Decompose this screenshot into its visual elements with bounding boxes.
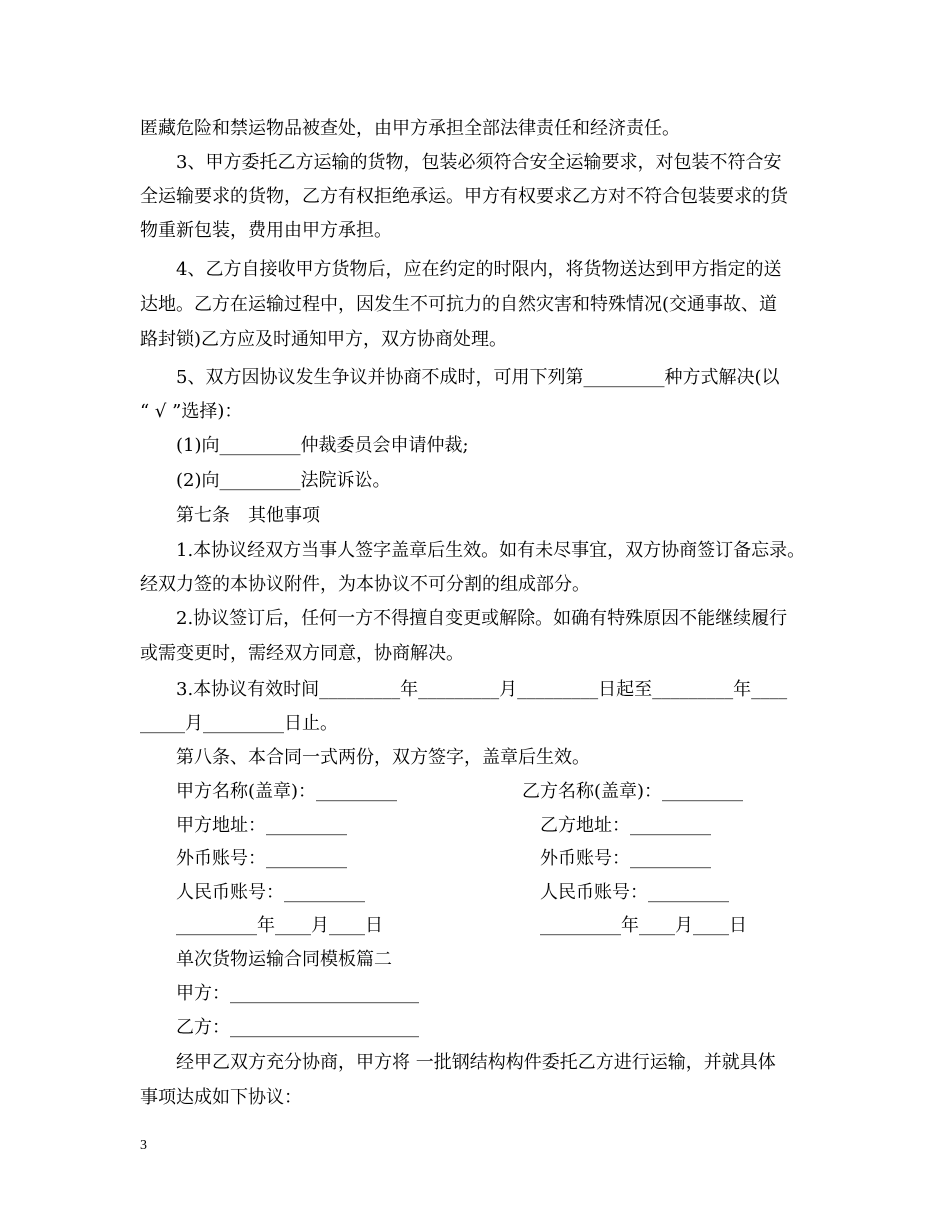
paragraph-line: 1.本协议经双方当事人签字盖章后生效。如有未尽事宜，双方协商签订备忘录。 (176, 540, 806, 561)
party-b-address-field: 乙方地址：_________ (540, 815, 711, 836)
paragraph-line: 5、双方因协议发生争议并协商不成时，可用下列第_________种方式解决(以 (176, 367, 780, 388)
paragraph-line: (2)向_________法院诉讼。 (176, 470, 391, 491)
part2-party-b: 乙方：_____________________ (176, 1017, 419, 1038)
paragraph-line: 4、乙方自接收甲方货物后，应在约定的时限内，将货物送达到甲方指定的送 (176, 259, 782, 280)
party-a-rmb-account-field: 人民币账号：_________ (176, 882, 365, 903)
paragraph-line: 或需变更时，需经双方同意，协商解决。 (140, 643, 464, 664)
paragraph-line: “ √ ”选择)： (140, 401, 243, 422)
paragraph-line: 2.协议签订后，任何一方不得擅自变更或解除。如确有特殊原因不能继续履行 (176, 608, 788, 629)
party-b-foreign-account-field: 外币账号：_________ (540, 848, 711, 869)
paragraph-line: 事项达成如下协议： (140, 1087, 302, 1108)
party-a-date-field: _________年____月____日 (176, 915, 383, 936)
party-a-foreign-account-field: 外币账号：_________ (176, 848, 347, 869)
paragraph-line: 经双力签的本协议附件，为本协议不可分割的组成部分。 (140, 574, 590, 595)
paragraph-line: _____月_________日止。 (140, 713, 338, 734)
paragraph-line: 3.本协议有效时间_________年_________月_________日起至_________年____ (176, 679, 788, 700)
party-b-name-field: 乙方名称(盖章)：_________ (522, 781, 744, 802)
paragraph-line: (1)向_________仲裁委员会申请仲裁; (176, 435, 469, 456)
paragraph-line: 物重新包装，费用由甲方承担。 (140, 220, 392, 241)
party-a-name-field: 甲方名称(盖章)：_________ (176, 781, 398, 802)
page-number: 3 (140, 1138, 147, 1153)
part2-party-a: 甲方：_____________________ (176, 983, 419, 1004)
paragraph-line: 匿藏危险和禁运物品被查处，由甲方承担全部法律责任和经济责任。 (140, 118, 680, 139)
party-a-address-field: 甲方地址：_________ (176, 815, 347, 836)
section-heading: 第七条 其他事项 (176, 505, 320, 526)
section-heading: 第八条、本合同一式两份，双方签字，盖章后生效。 (176, 747, 590, 768)
paragraph-line: 达地。乙方在运输过程中，因发生不可抗力的自然灾害和特殊情况(交通事故、道 (140, 294, 778, 315)
party-b-date-field: _________年____月____日 (540, 915, 747, 936)
paragraph-line: 路封锁)乙方应及时通知甲方，双方协商处理。 (140, 329, 508, 350)
party-b-rmb-account-field: 人民币账号：_________ (540, 882, 729, 903)
part2-title: 单次货物运输合同模板篇二 (176, 949, 392, 970)
paragraph-line: 全运输要求的货物，乙方有权拒绝承运。甲方有权要求乙方对不符合包装要求的货 (140, 186, 788, 207)
paragraph-line: 经甲乙双方充分协商，甲方将 一批钢结构构件委托乙方进行运输，并就具体 (176, 1052, 776, 1073)
paragraph-line: 3、甲方委托乙方运输的货物，包装必须符合安全运输要求，对包装不符合安 (176, 152, 782, 173)
